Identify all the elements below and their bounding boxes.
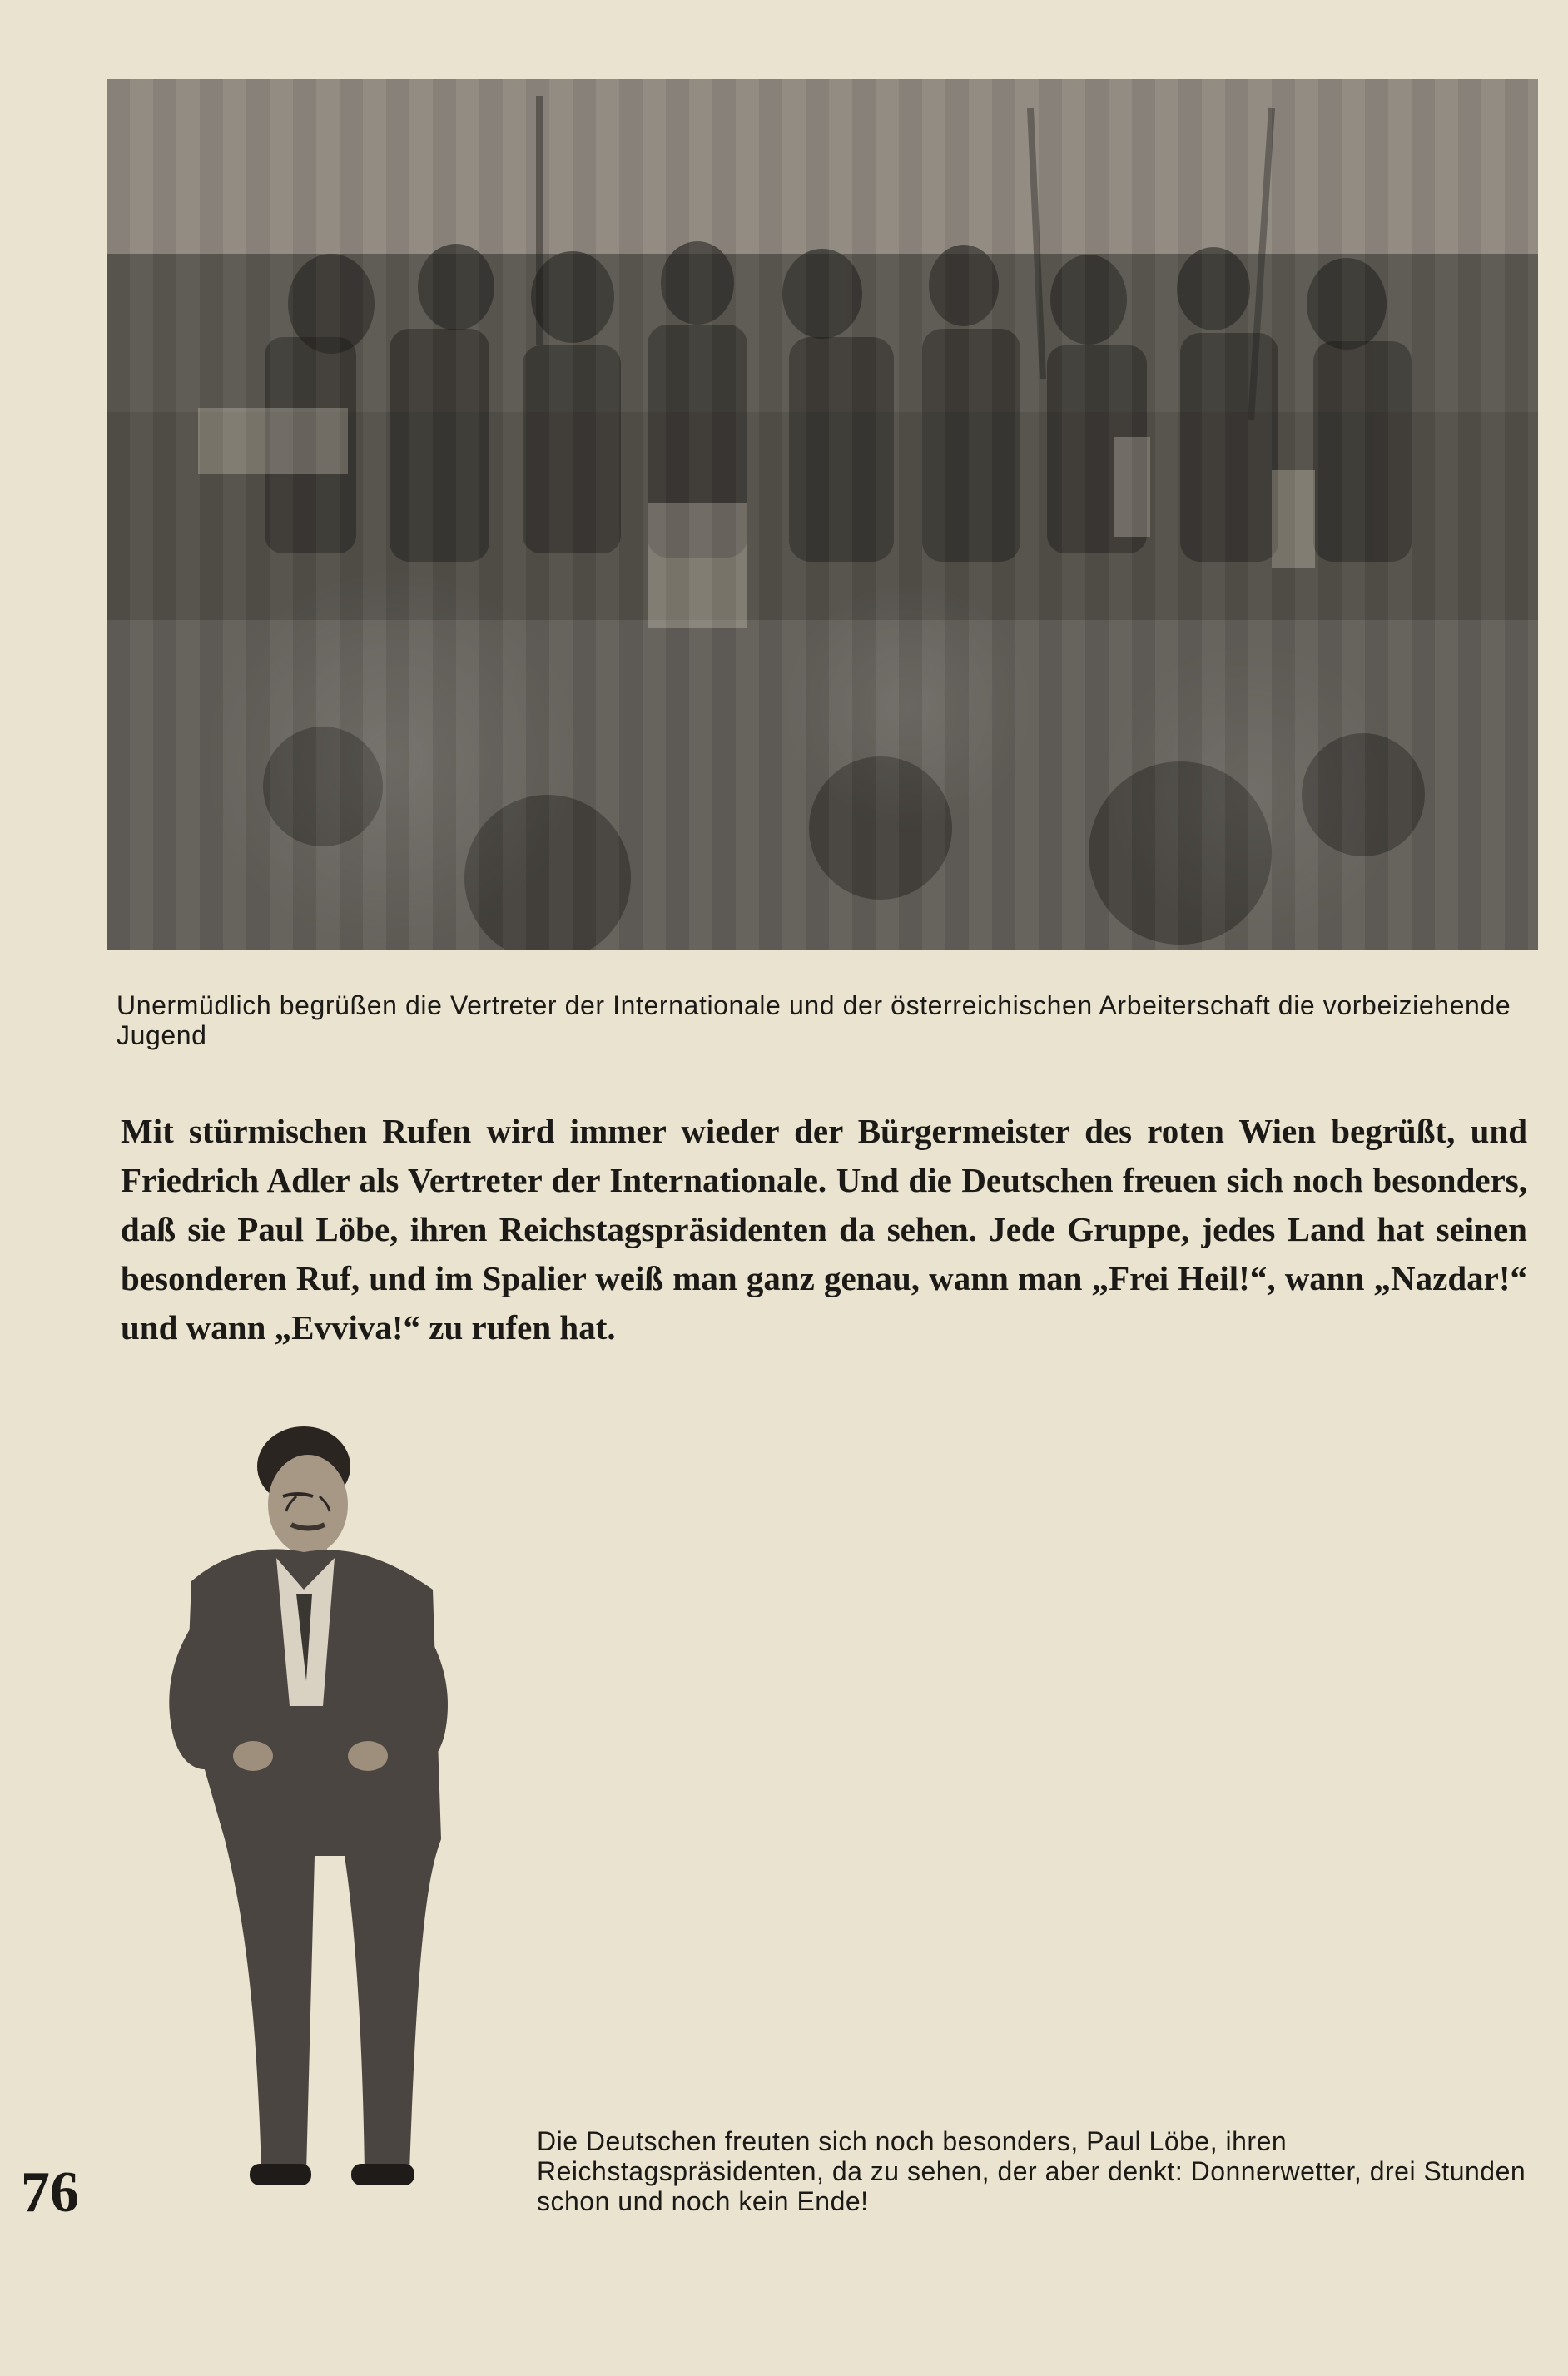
- crowd-photo-illustration: [107, 79, 1538, 950]
- top-photo-caption: Unermüdlich begrüßen die Vertreter der Internationale und der österreichischen Arbeiterschaft die vorbeiziehende Jugend: [117, 990, 1511, 1050]
- bottom-photo-caption: Die Deutschen freuten sich noch besonders, Paul Löbe, ihren Reichstagspräsidenten, da zu sehen, der aber denkt: Donnerwetter, drei Stunden schon und noch kein Ende!: [537, 2126, 1526, 2216]
- body-paragraph: Mit stürmischen Rufen wird immer wieder der Bürgermeister des roten Wien begrüßt, und Friedrich Adler als Vertreter der Internationale. Und die Deutschen freuen sich noch besonders, daß sie Paul Löbe, ihren Reichstagspräsidenten da sehen. Jede Gruppe, jedes Land hat seinen besonderen Ruf, und im Spalier weiß man ganz genau, wann man „Frei Heil!“, wann „Nazdar!“ und wann „Evviva!“ zu rufen hat.: [121, 1112, 1527, 1347]
- page-number: 76: [21, 2160, 79, 2225]
- crowd-photo: [107, 79, 1538, 950]
- paul-loebe-photo: [100, 1406, 516, 2222]
- paul-loebe-illustration: [100, 1406, 516, 2222]
